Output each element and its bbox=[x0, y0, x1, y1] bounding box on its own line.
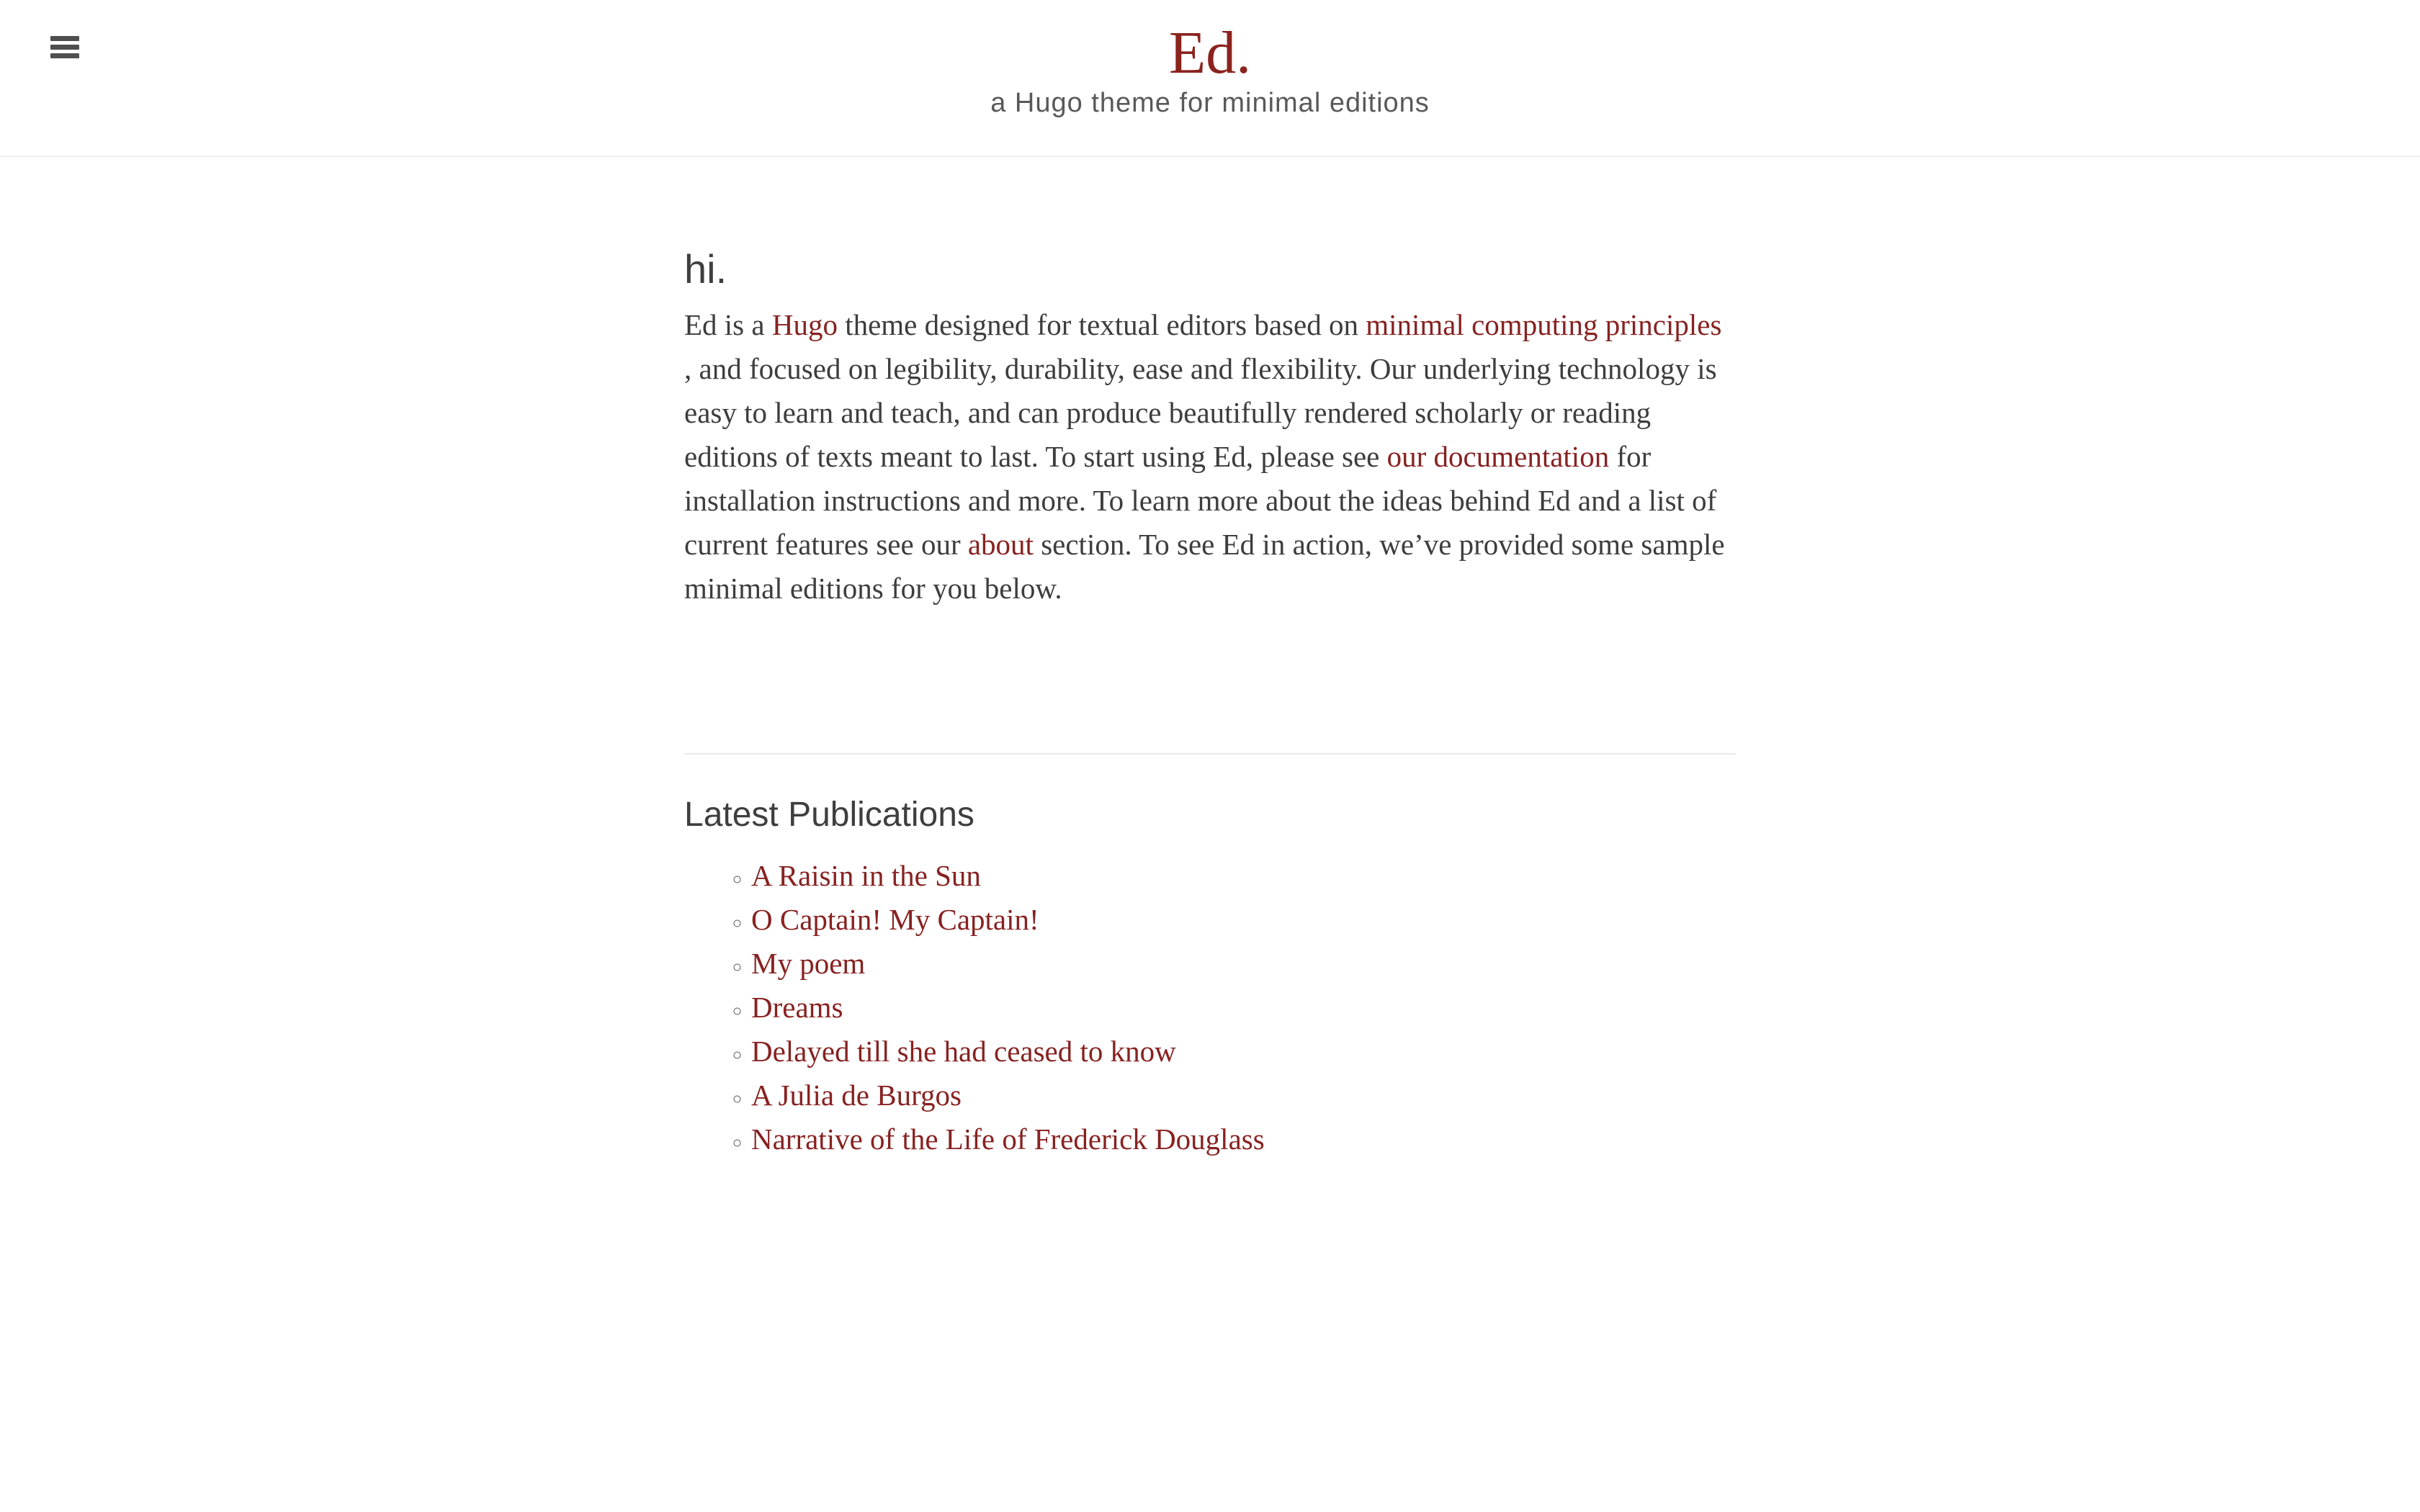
section-divider bbox=[684, 753, 1736, 755]
intro-text: theme designed for textual editors based on bbox=[837, 308, 1366, 342]
publication-link[interactable]: A Raisin in the Sun bbox=[751, 859, 981, 893]
list-item bbox=[751, 986, 1736, 1030]
hamburger-icon bbox=[50, 53, 79, 58]
list-item bbox=[751, 898, 1736, 942]
hamburger-icon bbox=[50, 36, 79, 41]
latest-publications-section bbox=[684, 793, 1736, 1161]
list-item bbox=[751, 1030, 1736, 1074]
list-item bbox=[751, 1074, 1736, 1117]
intro-text: for installation instructions and more. To learn more about the ideas behind Ed and a list of current features see our bbox=[684, 440, 1717, 562]
publication-link[interactable]: Delayed till she had ceased to know bbox=[751, 1035, 1176, 1068]
about-link[interactable]: about bbox=[967, 528, 1034, 562]
intro-text: Ed is a bbox=[684, 308, 772, 342]
publication-link[interactable]: Dreams bbox=[751, 991, 843, 1025]
latest-publications-heading: Latest Publications bbox=[684, 796, 974, 834]
minimal-computing-principles-link[interactable]: minimal computing principles bbox=[1366, 308, 1722, 342]
publications-list bbox=[684, 854, 1736, 1161]
hamburger-menu-button[interactable] bbox=[50, 36, 79, 58]
list-item bbox=[751, 942, 1736, 986]
publication-link[interactable]: O Captain! My Captain! bbox=[751, 903, 1039, 937]
publication-link[interactable]: My poem bbox=[751, 947, 866, 981]
intro-paragraph bbox=[684, 303, 1730, 611]
intro-text: section. To see Ed in action, we’ve provided some sample minimal editions for you below. bbox=[684, 528, 1725, 606]
site-title bbox=[0, 0, 2420, 84]
site-title-link[interactable]: Ed. bbox=[1168, 19, 1252, 86]
publication-link[interactable]: Narrative of the Life of Frederick Douglass bbox=[751, 1122, 1265, 1156]
list-item bbox=[751, 1117, 1736, 1161]
publication-link[interactable]: A Julia de Burgos bbox=[751, 1079, 962, 1112]
documentation-link[interactable]: our documentation bbox=[1386, 440, 1610, 474]
site-subtitle: a Hugo theme for minimal editions bbox=[990, 88, 1430, 118]
hamburger-icon bbox=[50, 45, 79, 50]
page-title: hi. bbox=[684, 246, 727, 292]
list-item bbox=[751, 854, 1736, 898]
hugo-link[interactable]: Hugo bbox=[771, 308, 838, 342]
main-content bbox=[684, 157, 1736, 1161]
intro-text: , and focused on legibility, durability, ease and flexibility. Our underlying technology is easy to learn and teach, and can produce beautifully rendered scholarly or reading editions of texts meant to last. To start using Ed, please see bbox=[684, 352, 1717, 474]
site-header bbox=[0, 0, 2420, 157]
